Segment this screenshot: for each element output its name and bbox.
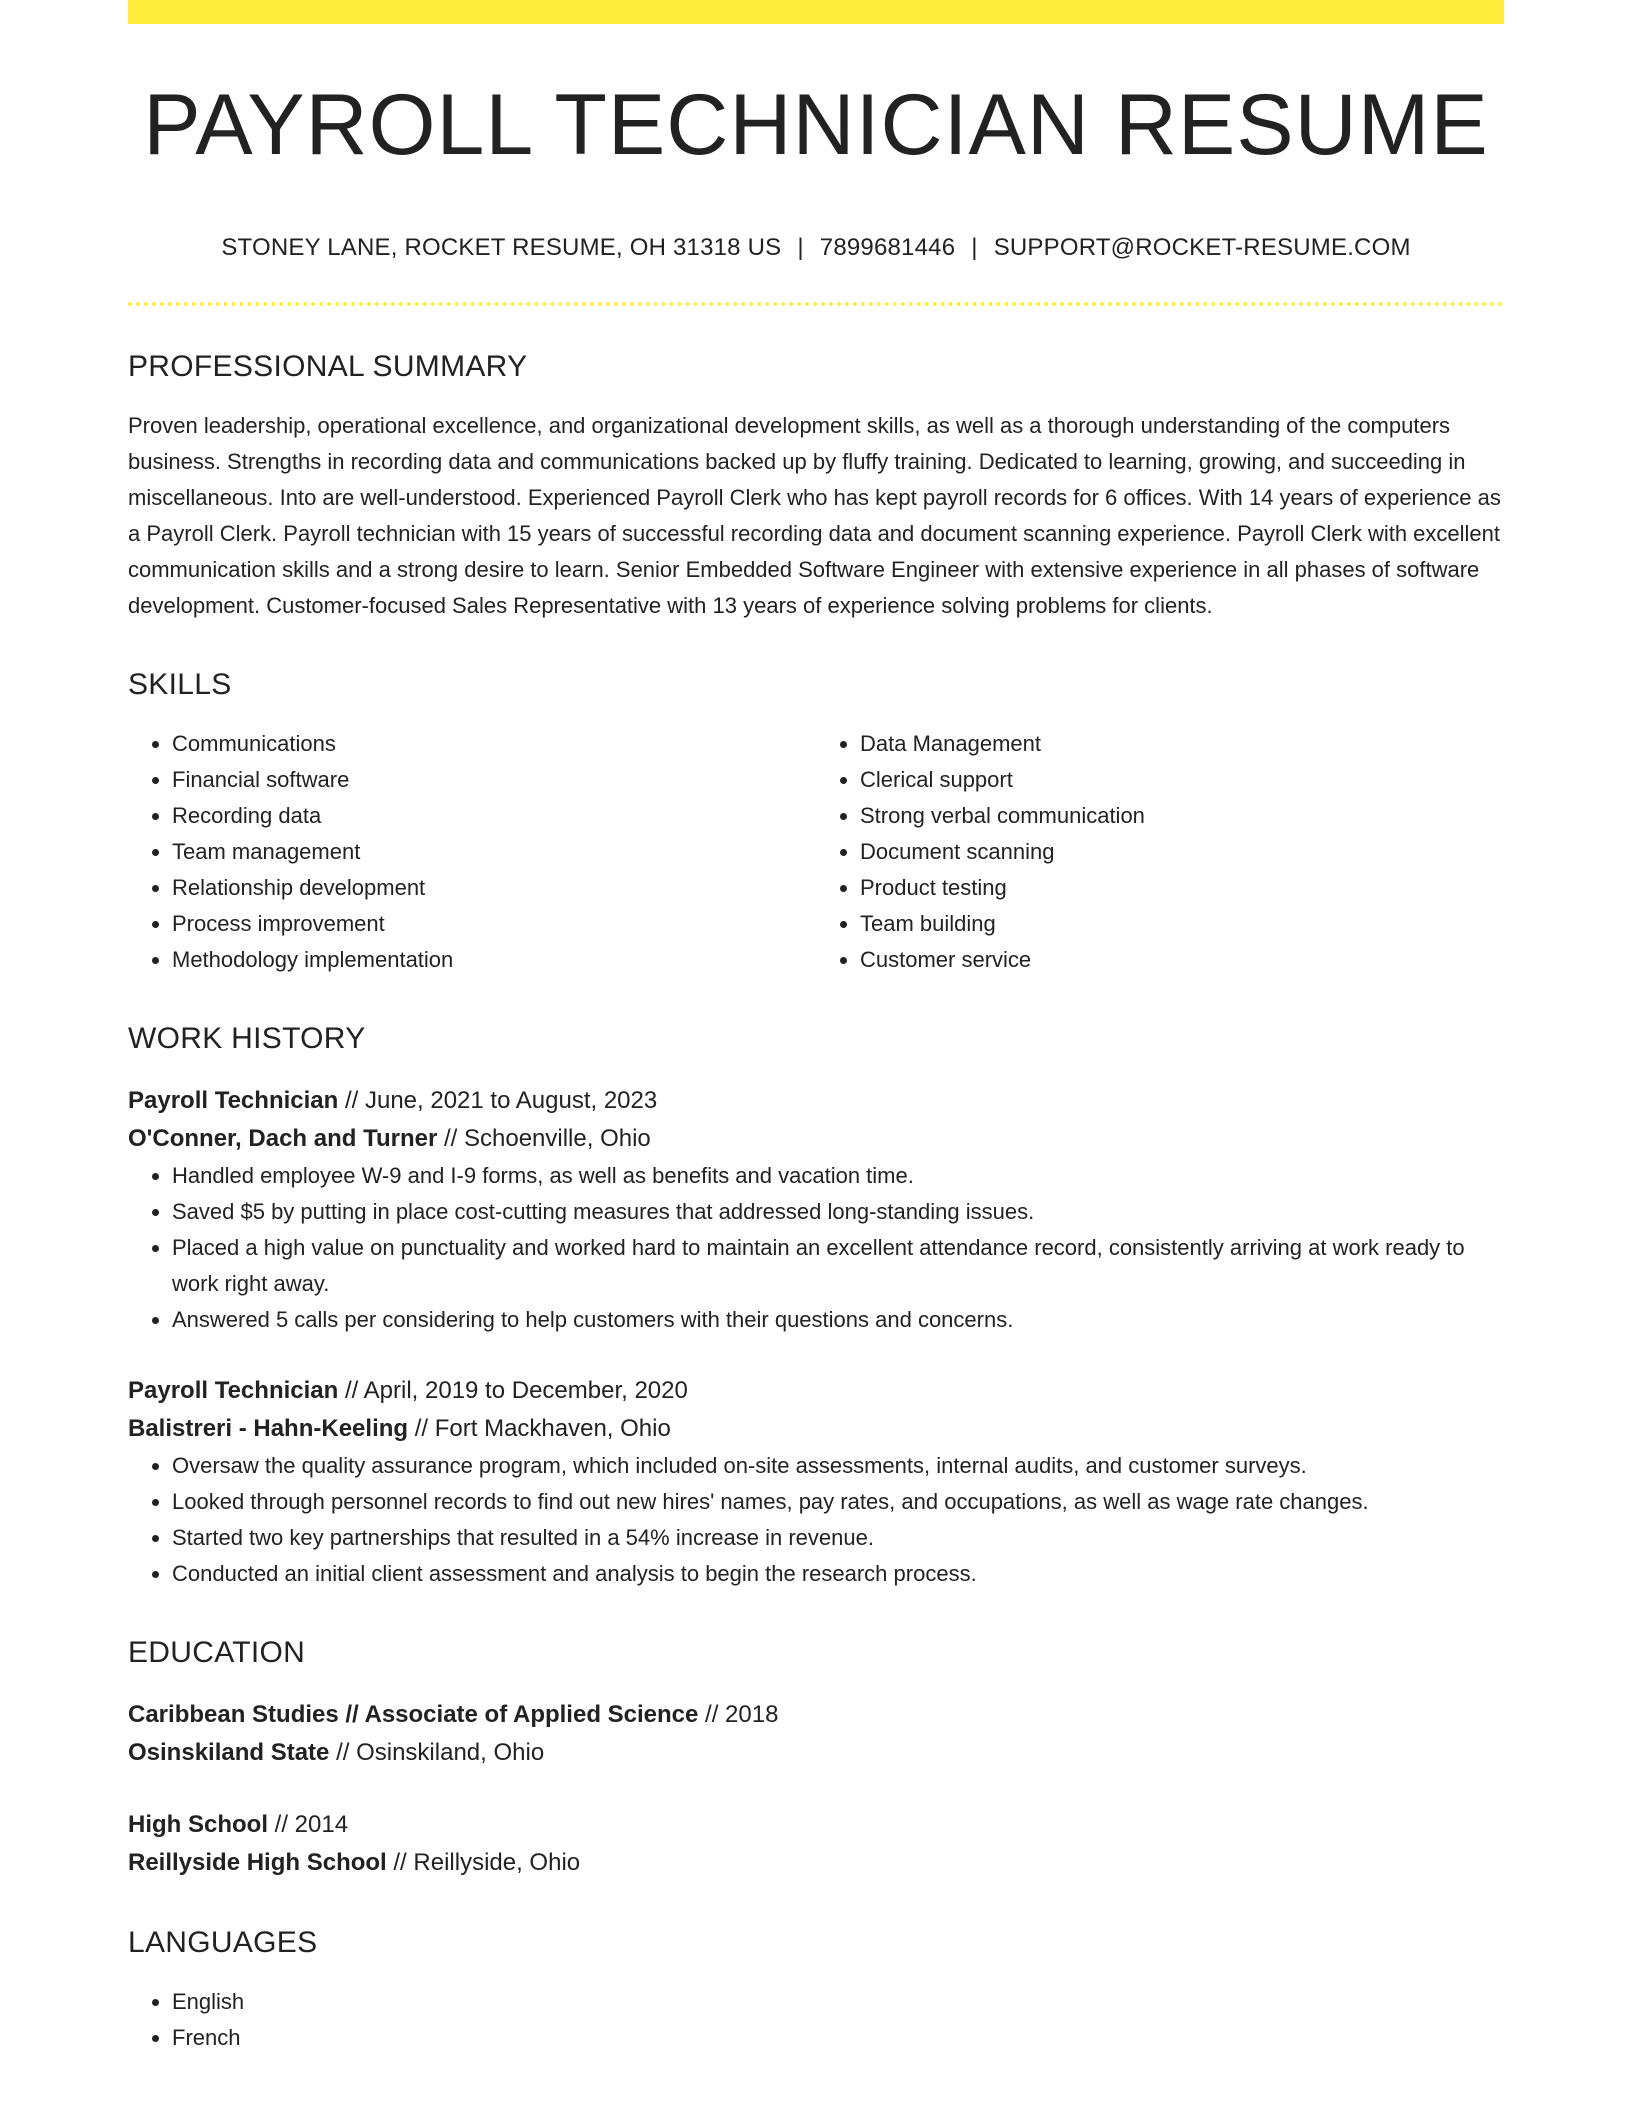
languages-list bbox=[128, 1984, 1504, 2056]
job-bullet: • Started two key partnerships that resulted in a 54% increase in revenue. bbox=[172, 1520, 1504, 1556]
education-school-line bbox=[128, 1734, 1504, 1772]
skill-item: • Customer service bbox=[860, 942, 1504, 978]
job-company-line bbox=[128, 1410, 1504, 1448]
contact-line bbox=[128, 234, 1504, 262]
skill-item: • Communications bbox=[172, 726, 816, 762]
education-entry bbox=[128, 1696, 1504, 1772]
job-title-line bbox=[128, 1082, 1504, 1120]
job-location: // Schoenville, Ohio bbox=[437, 1125, 651, 1152]
education-degree-line bbox=[128, 1806, 1504, 1844]
contact-separator: | bbox=[971, 234, 978, 261]
job-bullet: • Saved $5 by putting in place cost-cutting measures that addressed long-standing issues. bbox=[172, 1194, 1504, 1230]
language-item: • French bbox=[172, 2020, 1504, 2056]
contact-email: SUPPORT@ROCKET-RESUME.COM bbox=[993, 234, 1411, 261]
education-degree: High School bbox=[128, 1811, 268, 1838]
skill-item: • Strong verbal communication bbox=[860, 798, 1504, 834]
education-degree-line bbox=[128, 1696, 1504, 1734]
education-school: Osinskiland State bbox=[128, 1739, 330, 1766]
job-bullet: • Oversaw the quality assurance program, which included on-site assessments, internal audits, and customer surveys. bbox=[172, 1448, 1504, 1484]
skill-item: • Recording data bbox=[172, 798, 816, 834]
job-entry bbox=[128, 1372, 1504, 1592]
job-bullets bbox=[128, 1158, 1504, 1338]
languages-heading: LANGUAGES bbox=[128, 1926, 318, 1959]
education-year: // 2018 bbox=[698, 1701, 779, 1728]
education-year: // 2014 bbox=[268, 1811, 349, 1838]
summary-heading: PROFESSIONAL SUMMARY bbox=[128, 350, 528, 383]
job-title: Payroll Technician bbox=[128, 1377, 339, 1404]
job-bullet: • Answered 5 calls per considering to help customers with their questions and concerns. bbox=[172, 1302, 1504, 1338]
job-bullet: • Handled employee W-9 and I-9 forms, as well as benefits and vacation time. bbox=[172, 1158, 1504, 1194]
skill-item: • Methodology implementation bbox=[172, 942, 816, 978]
contact-separator: | bbox=[797, 234, 804, 261]
job-company: Balistreri - Hahn-Keeling bbox=[128, 1415, 409, 1442]
language-item: • English bbox=[172, 1984, 1504, 2020]
skills-column-left bbox=[128, 726, 816, 978]
education-school: Reillyside High School bbox=[128, 1849, 387, 1876]
resume-title: PAYROLL TECHNICIAN RESUME bbox=[143, 77, 1489, 173]
skill-item: • Team management bbox=[172, 834, 816, 870]
job-bullet: • Conducted an initial client assessment and analysis to begin the research process. bbox=[172, 1556, 1504, 1592]
dotted-divider bbox=[128, 302, 1504, 306]
job-entry bbox=[128, 1082, 1504, 1338]
skill-item: • Data Management bbox=[860, 726, 1504, 762]
job-title-line bbox=[128, 1372, 1504, 1410]
job-location: // Fort Mackhaven, Ohio bbox=[408, 1415, 671, 1442]
skill-item: • Document scanning bbox=[860, 834, 1504, 870]
job-bullet: • Placed a high value on punctuality and worked hard to maintain an excellent attendance record, consistently arriving at work ready to work right away. bbox=[172, 1230, 1504, 1302]
contact-phone: 7899681446 bbox=[819, 234, 956, 261]
skill-item: • Relationship development bbox=[172, 870, 816, 906]
contact-address: STONEY LANE, ROCKET RESUME, OH 31318 US bbox=[221, 234, 782, 261]
resume-page bbox=[128, 0, 1504, 2056]
job-company: O'Conner, Dach and Turner bbox=[128, 1125, 438, 1152]
skills-list bbox=[128, 726, 1504, 978]
accent-top-bar bbox=[128, 0, 1504, 24]
job-dates: // June, 2021 to August, 2023 bbox=[338, 1087, 658, 1114]
job-bullet: • Looked through personnel records to find out new hires' names, pay rates, and occupations, as well as wage rate changes. bbox=[172, 1484, 1504, 1520]
skill-item: • Process improvement bbox=[172, 906, 816, 942]
education-entry bbox=[128, 1806, 1504, 1882]
skill-item: • Clerical support bbox=[860, 762, 1504, 798]
education-location: // Reillyside, Ohio bbox=[386, 1849, 581, 1876]
skills-heading: SKILLS bbox=[128, 668, 232, 701]
skills-column-right bbox=[816, 726, 1504, 978]
job-company-line bbox=[128, 1120, 1504, 1158]
education-heading: EDUCATION bbox=[128, 1636, 306, 1669]
skill-item: • Product testing bbox=[860, 870, 1504, 906]
summary-text: Proven leadership, operational excellence, and organizational development skills, as well as a thorough understanding of the computers business. Strengths in recording data and communications backed up by fluffy training. Dedicated to learning, growing, and succeeding in miscellaneous. Into are well-understood. Experienced Payroll Clerk who has kept payroll records for 6 offices. With 14 years of experience as a Payroll Clerk. Payroll technician with 15 years of successful recording data and document scanning experience. Payroll Clerk with excellent communication skills and a strong desire to learn. Senior Embedded Software Engineer with extensive experience in all phases of software development. Customer-focused Sales Representative with 13 years of experience solving problems for clients. bbox=[128, 413, 1501, 618]
job-dates: // April, 2019 to December, 2020 bbox=[338, 1377, 688, 1404]
job-title: Payroll Technician bbox=[128, 1087, 339, 1114]
skill-item: • Financial software bbox=[172, 762, 816, 798]
education-degree: Caribbean Studies // Associate of Applied Science bbox=[128, 1701, 699, 1728]
work-history-heading: WORK HISTORY bbox=[128, 1022, 366, 1055]
education-location: // Osinskiland, Ohio bbox=[329, 1739, 545, 1766]
education-school-line bbox=[128, 1844, 1504, 1882]
job-bullets bbox=[128, 1448, 1504, 1592]
skill-item: • Team building bbox=[860, 906, 1504, 942]
